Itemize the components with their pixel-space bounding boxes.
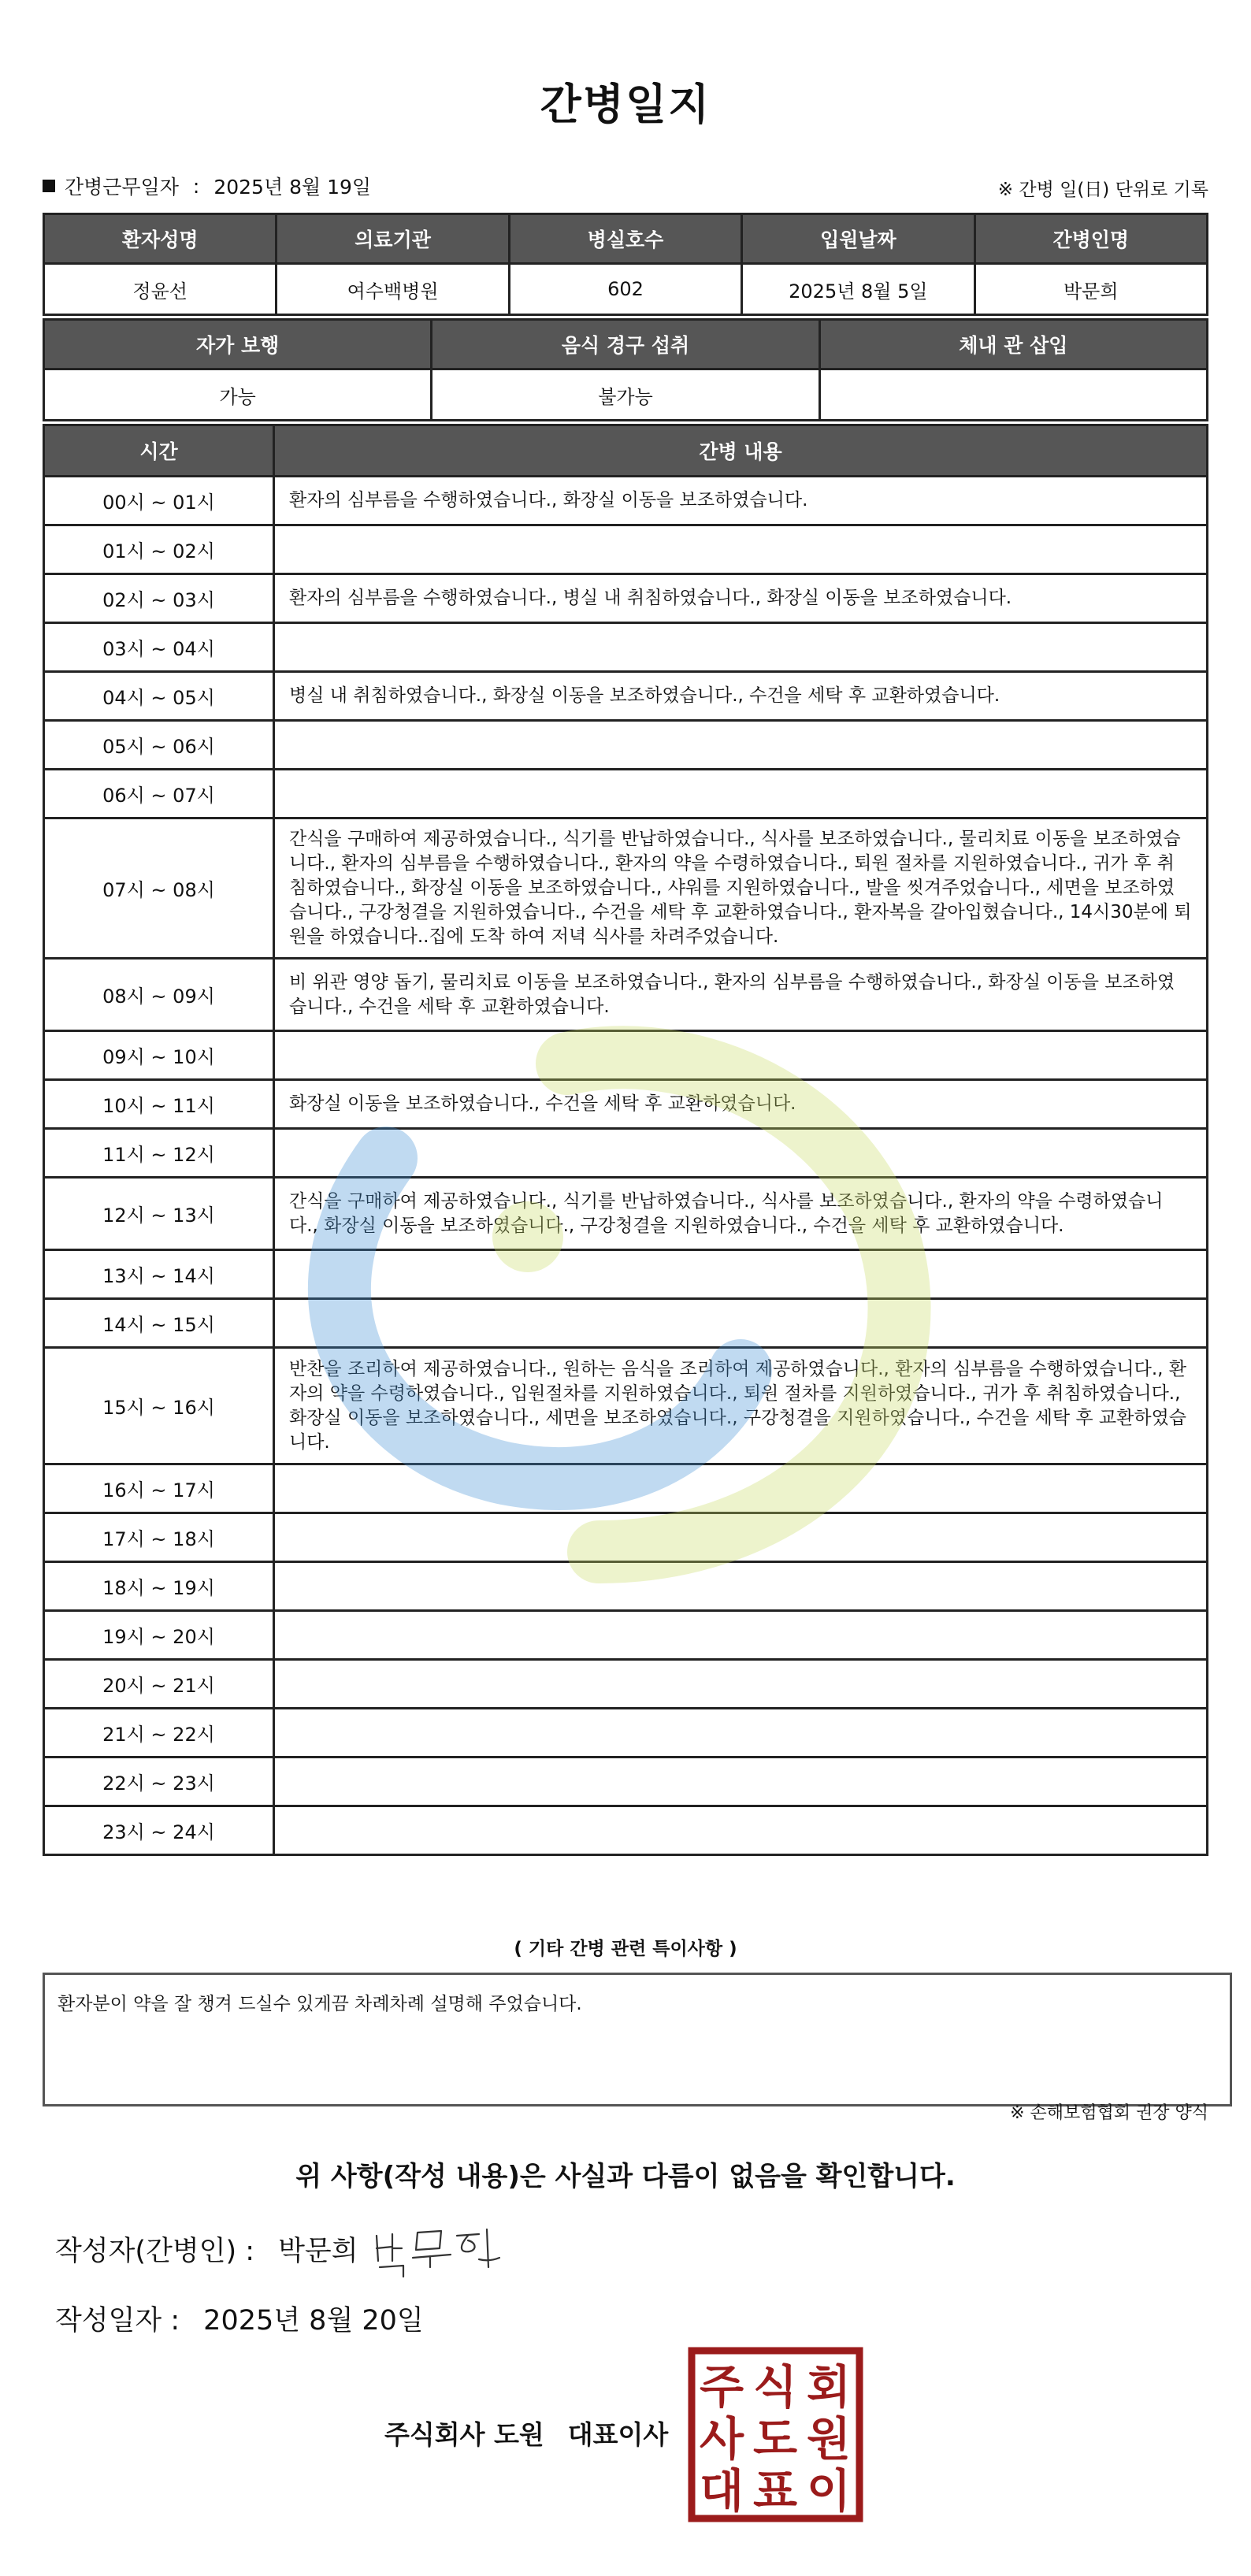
header-caregiver-name: 간병인명 [974, 214, 1207, 264]
log-row [44, 770, 1208, 818]
log-row [44, 1299, 1208, 1348]
log-content [274, 525, 1208, 574]
written-date-label: 작성일자 : [55, 2305, 180, 2337]
log-content: 환자의 심부름을 수행하였습니다., 화장실 이동을 보조하였습니다. [274, 477, 1208, 525]
log-content [274, 1660, 1208, 1709]
header-time: 시간 [44, 425, 274, 477]
company-name: 주식회사 도원 [384, 2419, 544, 2450]
log-row [44, 1709, 1208, 1758]
log-row [44, 1513, 1208, 1562]
log-time: 03시 ~ 04시 [44, 623, 274, 672]
svg-text:회: 회 [806, 2360, 852, 2414]
log-time: 10시 ~ 11시 [44, 1080, 274, 1129]
log-row [44, 1611, 1208, 1660]
company-role: 대표이사 [567, 2419, 669, 2450]
log-row [44, 477, 1208, 525]
log-time: 22시 ~ 23시 [44, 1758, 274, 1806]
log-row [44, 1031, 1208, 1080]
patient-name: 정윤선 [44, 264, 277, 315]
log-time: 06시 ~ 07시 [44, 770, 274, 818]
log-time: 12시 ~ 13시 [44, 1178, 274, 1250]
log-time: 02시 ~ 03시 [44, 574, 274, 623]
header-oral-intake: 음식 경구 섭취 [432, 320, 819, 369]
log-time: 17시 ~ 18시 [44, 1513, 274, 1562]
work-date-line [43, 172, 371, 200]
log-content [274, 721, 1208, 770]
patient-info-table [43, 213, 1208, 316]
log-content: 화장실 이동을 보조하였습니다., 수건을 세탁 후 교환하였습니다. [274, 1080, 1208, 1129]
document-title: 간병일지 [540, 80, 711, 129]
svg-text:표: 표 [752, 2464, 798, 2518]
log-content [274, 1299, 1208, 1348]
log-time: 15시 ~ 16시 [44, 1348, 274, 1464]
log-row [44, 1129, 1208, 1178]
log-row [44, 1348, 1208, 1464]
author-label: 작성자(간병인) : [55, 2236, 255, 2267]
log-content [274, 1562, 1208, 1611]
written-date-value: 2025년 8월 20일 [203, 2305, 424, 2337]
hourly-care-log-table [43, 424, 1208, 1856]
hospital-name: 여수백병원 [277, 264, 509, 315]
log-time: 07시 ~ 08시 [44, 818, 274, 959]
room-number: 602 [509, 264, 741, 315]
svg-text:도: 도 [752, 2412, 798, 2466]
log-content: 간식을 구매하여 제공하였습니다., 식기를 반납하였습니다., 식사를 보조하였습니다., 물리치료 이동을 보조하였습니다., 환자의 심부름을 수행하였습니다., 환자의 약을 수령하였습니다., 퇴원 절차를 지원하였습니다., 귀가 후 취침하였습니다., 화장실 이동을 보조하였습니다., 샤워를 지원하였습니다., 발을 씻겨주었습니다., 세면을 보조하였습니다., 구강청결을 지원하였습니다., 수건을 세탁 후 교환하였습니다., 환자복을 갈아입혔습니다., 14시30분에 퇴원을 하였습니다..집에 도착 하여 저녁 식사를 차려주었습니다. [274, 818, 1208, 959]
work-date-separator: : [192, 174, 200, 198]
log-time: 13시 ~ 14시 [44, 1250, 274, 1299]
log-time: 09시 ~ 10시 [44, 1031, 274, 1080]
log-content [274, 1031, 1208, 1080]
log-content [274, 1250, 1208, 1299]
header-room: 병실호수 [509, 214, 741, 264]
author-name: 박문희 [278, 2236, 358, 2267]
log-time: 01시 ~ 02시 [44, 525, 274, 574]
log-row [44, 959, 1208, 1031]
special-notes-title: ( 기타 간병 관련 특이사항 ) [514, 1939, 737, 1959]
work-date-value: 2025년 8월 19일 [213, 176, 372, 199]
log-row [44, 1250, 1208, 1299]
company-line [384, 2415, 668, 2452]
log-time: 05시 ~ 06시 [44, 721, 274, 770]
header-self-walking: 자가 보행 [44, 320, 432, 369]
log-content [274, 1464, 1208, 1513]
log-row [44, 721, 1208, 770]
log-content [274, 1806, 1208, 1855]
caregiver-name: 박문희 [974, 264, 1207, 315]
special-notes-box [43, 1973, 1232, 2106]
log-row [44, 574, 1208, 623]
log-content: 비 위관 영양 돕기, 물리치료 이동을 보조하였습니다., 환자의 심부름을 수행하였습니다., 화장실 이동을 보조하였습니다., 수건을 세탁 후 교환하였습니다. [274, 959, 1208, 1031]
log-time: 20시 ~ 21시 [44, 1660, 274, 1709]
svg-text:원: 원 [806, 2412, 852, 2466]
log-content [274, 1129, 1208, 1178]
special-notes-text: 환자분이 약을 잘 챙겨 드실수 있게끔 차례차례 설명해 주었습니다. [58, 1994, 582, 2014]
handwritten-signature [369, 2212, 510, 2283]
log-time: 16시 ~ 17시 [44, 1464, 274, 1513]
log-content [274, 770, 1208, 818]
log-row [44, 1080, 1208, 1129]
log-row [44, 818, 1208, 959]
log-time: 00시 ~ 01시 [44, 477, 274, 525]
company-seal-stamp [687, 2346, 864, 2523]
self-walking-value: 가능 [44, 369, 432, 421]
tube-insertion-value [819, 369, 1207, 421]
log-row [44, 1758, 1208, 1806]
header-tube-insertion: 체내 관 삽입 [819, 320, 1207, 369]
author-line [55, 2229, 358, 2269]
log-content: 반찬을 조리하여 제공하였습니다., 원하는 음식을 조리하여 제공하였습니다., 환자의 심부름을 수행하였습니다., 환자의 약을 수령하였습니다., 입원절차를 지원하였습니다., 퇴원 절차를 지원하였습니다., 귀가 후 취침하였습니다., 화장실 이동을 보조하였습니다., 세면을 보조하였습니다., 구강청결을 지원하였습니다., 수건을 세탁 후 교환하였습니다. [274, 1348, 1208, 1464]
log-row [44, 1660, 1208, 1709]
header-admission-date: 입원날짜 [742, 214, 974, 264]
log-row [44, 623, 1208, 672]
log-content [274, 1611, 1208, 1660]
unit-note: ※ 간병 일(日) 단위로 기록 [997, 180, 1208, 200]
log-time: 18시 ~ 19시 [44, 1562, 274, 1611]
bullet-square-icon [43, 180, 55, 192]
svg-text:주: 주 [699, 2360, 744, 2414]
log-content: 간식을 구매하여 제공하였습니다., 식기를 반납하였습니다., 식사를 보조하였습니다., 환자의 약을 수령하였습니다., 화장실 이동을 보조하였습니다., 구강청결을 지원하였습니다., 수건을 세탁 후 교환하였습니다. [274, 1178, 1208, 1250]
svg-text:식: 식 [752, 2360, 798, 2414]
log-time: 04시 ~ 05시 [44, 672, 274, 721]
log-row [44, 1806, 1208, 1855]
log-content [274, 1709, 1208, 1758]
form-source-footnote: ※ 손해보험협회 권장 양식 [1010, 2103, 1208, 2123]
log-row [44, 1464, 1208, 1513]
oral-intake-value: 불가능 [432, 369, 819, 421]
svg-text:사: 사 [699, 2412, 744, 2466]
log-time: 08시 ~ 09시 [44, 959, 274, 1031]
confirmation-statement: 위 사항(작성 내용)은 사실과 다름이 없음을 확인합니다. [295, 2161, 956, 2192]
log-time: 11시 ~ 12시 [44, 1129, 274, 1178]
log-row [44, 525, 1208, 574]
header-hospital: 의료기관 [277, 214, 509, 264]
header-patient-name: 환자성명 [44, 214, 277, 264]
work-date-label: 간병근무일자 [65, 176, 179, 199]
log-row [44, 1562, 1208, 1611]
svg-text:이: 이 [806, 2464, 852, 2518]
log-time: 14시 ~ 15시 [44, 1299, 274, 1348]
log-time: 19시 ~ 20시 [44, 1611, 274, 1660]
svg-text:대: 대 [699, 2464, 744, 2518]
log-row [44, 1178, 1208, 1250]
log-row [44, 672, 1208, 721]
header-care-content: 간병 내용 [274, 425, 1208, 477]
log-content [274, 1513, 1208, 1562]
log-time: 23시 ~ 24시 [44, 1806, 274, 1855]
log-content [274, 623, 1208, 672]
log-content [274, 1758, 1208, 1806]
patient-status-table [43, 318, 1208, 421]
log-content: 환자의 심부름을 수행하였습니다., 병실 내 취침하였습니다., 화장실 이동을 보조하였습니다. [274, 574, 1208, 623]
log-content: 병실 내 취침하였습니다., 화장실 이동을 보조하였습니다., 수건을 세탁 후 교환하였습니다. [274, 672, 1208, 721]
log-time: 21시 ~ 22시 [44, 1709, 274, 1758]
admission-date: 2025년 8월 5일 [742, 264, 974, 315]
written-date-line [55, 2299, 424, 2338]
